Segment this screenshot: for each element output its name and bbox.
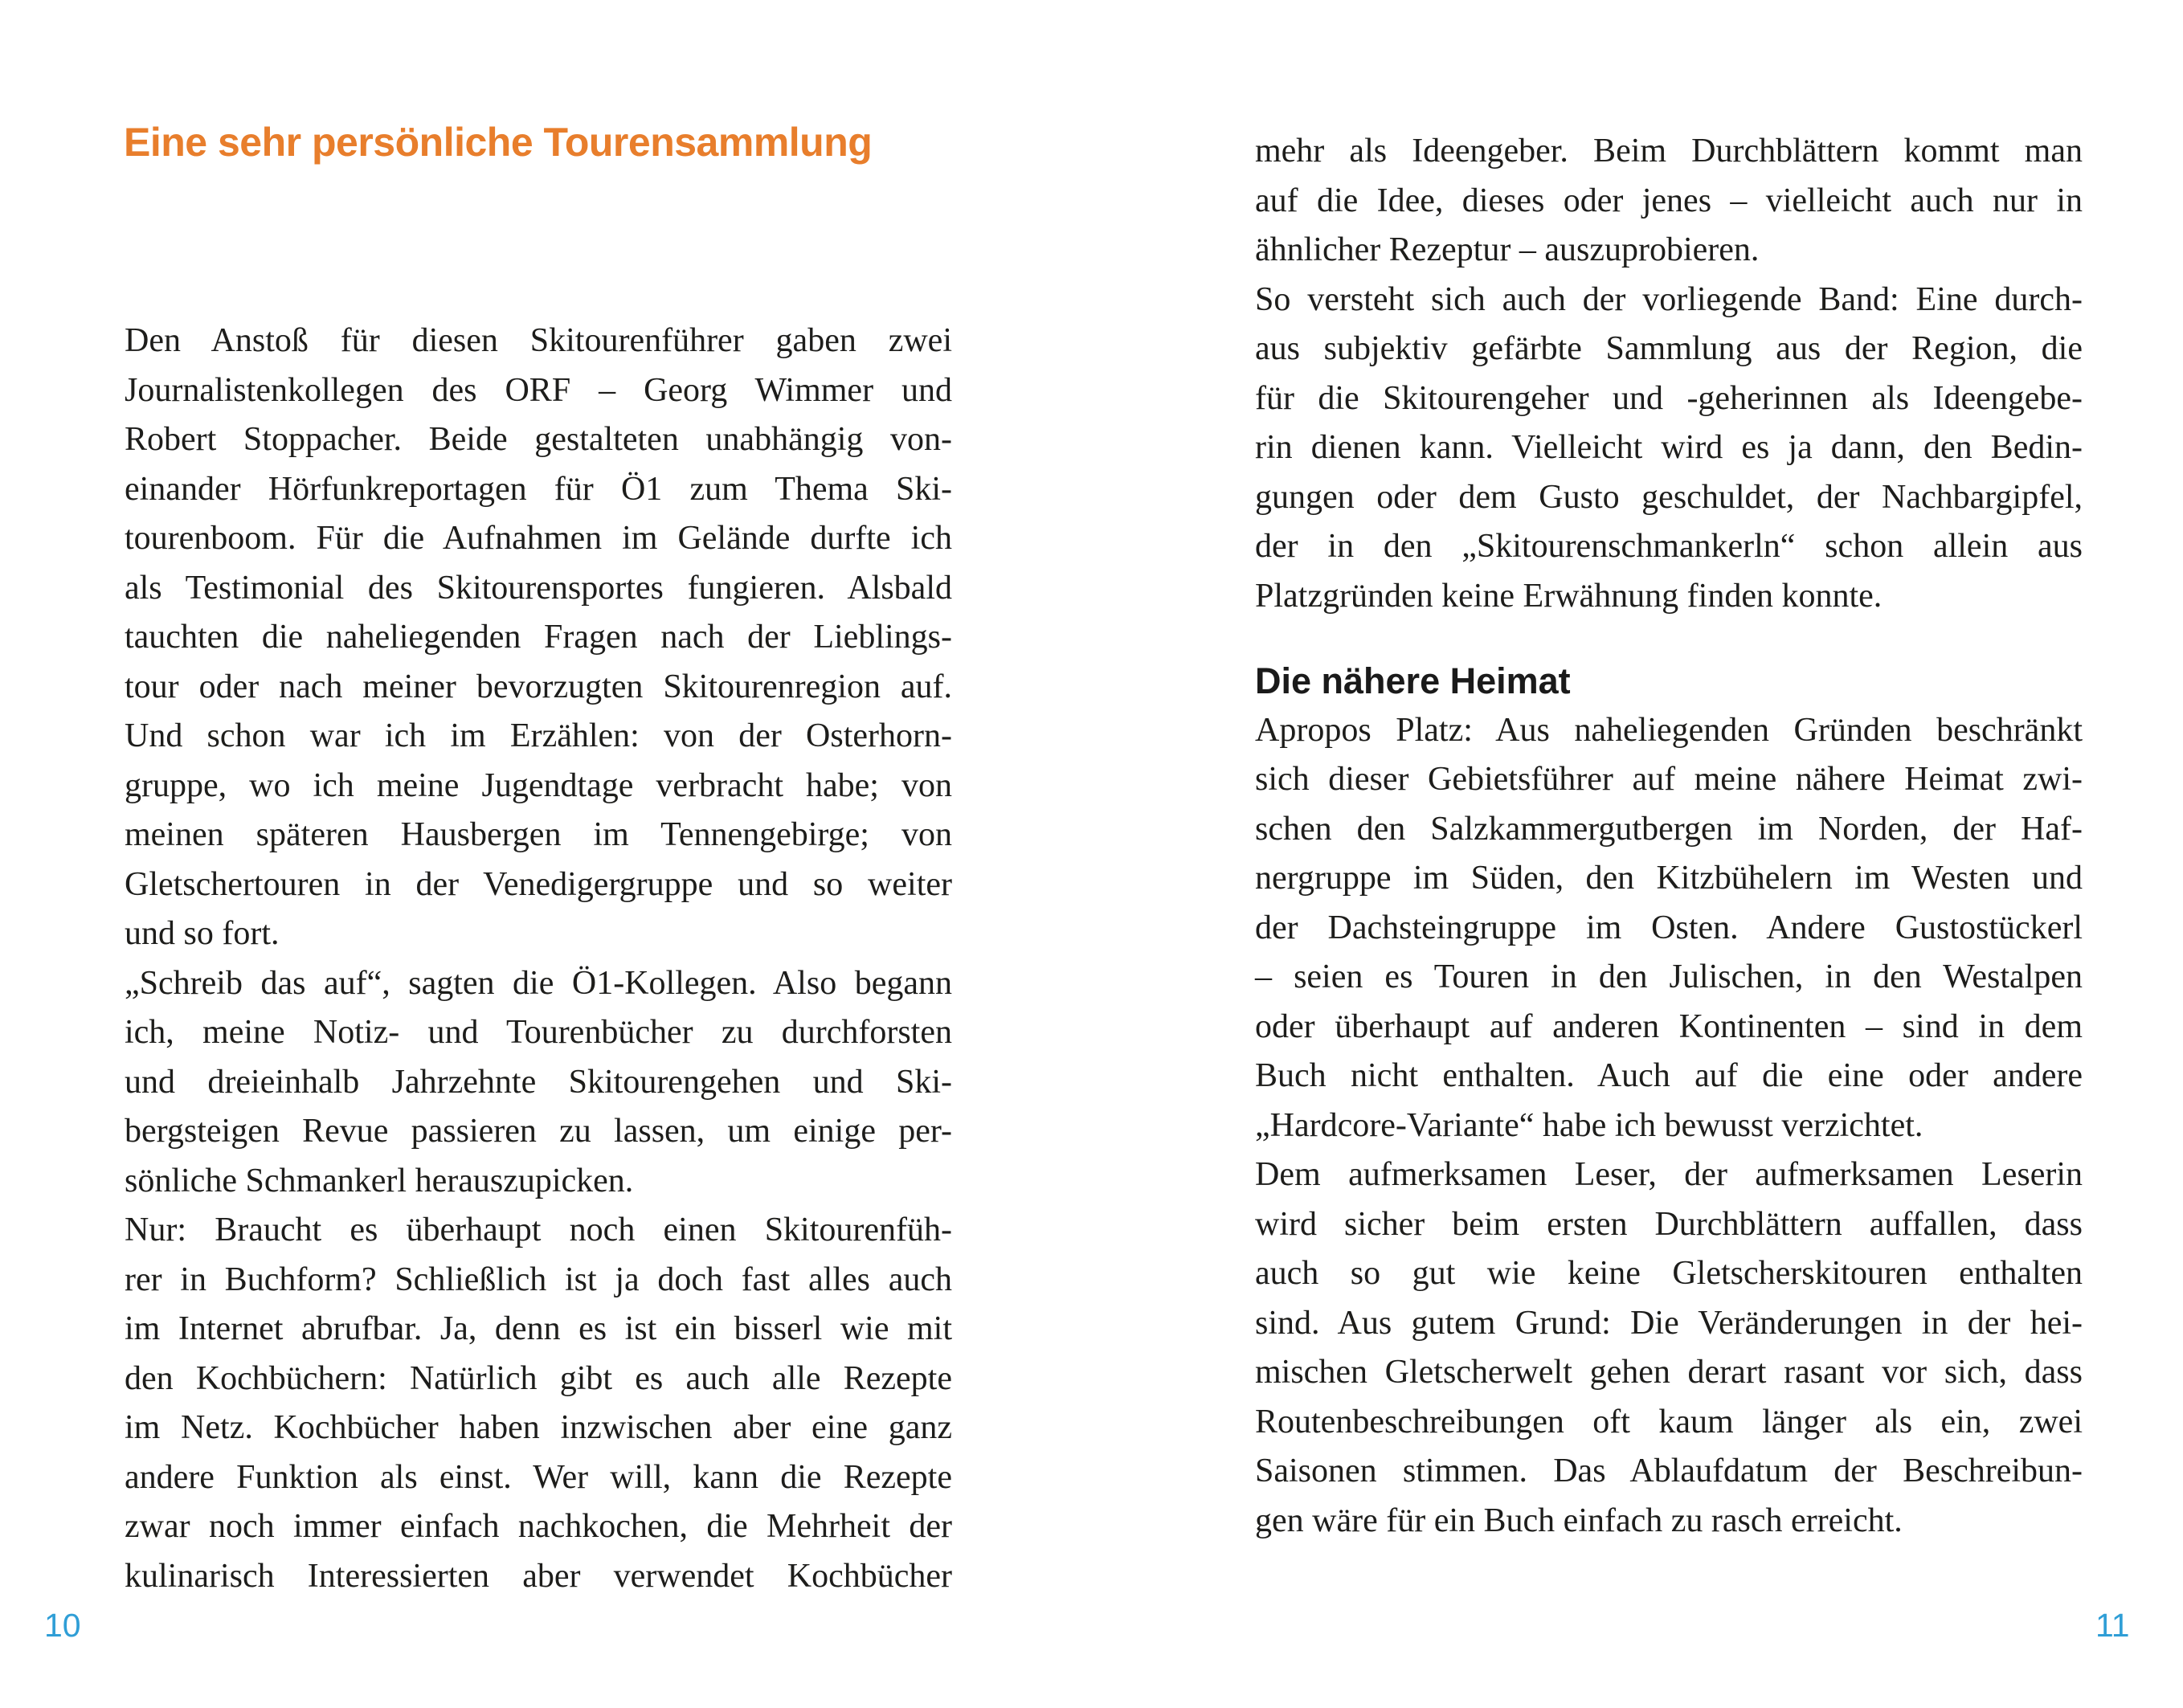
body-line: Saisonen stimmen. Das Ablaufdatum der Beschreibun- [1255, 1453, 2083, 1489]
body-line: ähnlicher Rezeptur – auszuprobieren. [1255, 231, 1760, 268]
body-line: aus subjektiv gefärbte Sammlung aus der Region, die [1255, 330, 2083, 367]
body-line: zwar noch immer einfach nachkochen, die Mehrheit der [125, 1508, 952, 1545]
body-line: meinen späteren Hausbergen im Tennengebirge; von [125, 816, 952, 853]
body-line: Routenbeschreibungen oft kaum länger als ein, zwei [1255, 1403, 2083, 1440]
body-line: der in den „Skitourenschmankerln“ schon allein aus [1255, 528, 2083, 565]
page-number-right: 11 [2095, 1607, 2130, 1644]
body-line: oder überhaupt auf anderen Kontinenten – sind in dem [1255, 1007, 2083, 1045]
body-line: im Internet abrufbar. Ja, denn es ist ein bisserl wie mit [125, 1310, 952, 1347]
body-line: und so fort. [125, 915, 280, 952]
body-line: gen wäre für ein Buch einfach zu rasch erreicht. [1255, 1502, 1903, 1539]
body-line: Apropos Platz: Aus naheliegenden Gründen beschränkt [1255, 711, 2083, 749]
body-line: der Dachsteingruppe im Osten. Andere Gustostückerl [1255, 909, 2083, 946]
subsection-heading: Die nähere Heimat [1255, 660, 1571, 701]
body-line: andere Funktion als einst. Wer will, kann die Rezepte [125, 1458, 952, 1496]
body-line: den Kochbüchern: Natürlich gibt es auch alle Rezepte [125, 1359, 952, 1397]
body-line: Buch nicht enthalten. Auch auf die eine oder andere [1255, 1057, 2083, 1094]
body-line: gruppe, wo ich meine Jugendtage verbracht habe; von [125, 766, 952, 804]
body-line: sind. Aus gutem Grund: Die Veränderungen in der hei- [1255, 1304, 2083, 1342]
section-heading: Eine sehr persönliche Tourensammlung [124, 120, 873, 165]
body-line: Platzgründen keine Erwähnung finden konnte. [1255, 577, 1883, 615]
body-line: ich, meine Notiz- und Tourenbücher zu durchforsten [125, 1014, 952, 1051]
body-line: Den Anstoß für diesen Skitourenführer gaben zwei [125, 322, 952, 359]
body-line: bergsteigen Revue passieren zu lassen, um einige per- [125, 1113, 952, 1150]
body-line: schen den Salzkammergutbergen im Norden, der Haf- [1255, 810, 2083, 848]
page-number-left: 10 [44, 1607, 81, 1644]
body-line: sich dieser Gebietsführer auf meine nähere Heimat zwi- [1255, 761, 2083, 798]
body-line: sönliche Schmankerl herauszupicken. [125, 1162, 634, 1199]
body-line: „Schreib das auf“, sagten die Ö1-Kollegen. Also begann [125, 964, 952, 1002]
body-line: Gletschertouren in der Venedigergruppe und so weiter [125, 865, 952, 903]
body-line: als Testimonial des Skitourensportes fungieren. Alsbald [125, 569, 952, 607]
right-page-text-column [1255, 127, 2083, 1546]
body-line: wird sicher beim ersten Durchblättern auffallen, dass [1255, 1205, 2083, 1243]
body-line: Nur: Braucht es überhaupt noch einen Skitourenfüh- [125, 1212, 952, 1248]
body-line: mischen Gletscherwelt gehen derart rasant vor sich, dass [1255, 1354, 2083, 1391]
body-line: – seien es Touren in den Julischen, in den Westalpen [1255, 958, 2083, 995]
body-line: Dem aufmerksamen Leser, der aufmerksamen Leserin [1255, 1156, 2083, 1193]
body-line: tour oder nach meiner bevorzugten Skitourenregion auf. [125, 668, 952, 705]
body-line: einander Hörfunkreportagen für Ö1 zum Thema Ski- [125, 470, 952, 508]
body-line: tauchten die naheliegenden Fragen nach der Lieblings- [125, 619, 952, 656]
body-line: Und schon war ich im Erzählen: von der Osterhorn- [125, 717, 952, 754]
body-line: rin dienen kann. Vielleicht wird es ja dann, den Bedin- [1255, 429, 2083, 466]
left-page-text-column [125, 317, 952, 1601]
body-line: rer in Buchform? Schließlich ist ja doch fast alles auch [125, 1261, 952, 1298]
body-line: auf die Idee, dieses oder jenes – vielleicht auch nur in [1255, 182, 2083, 219]
body-line: Journalistenkollegen des ORF – Georg Wimmer und [125, 371, 952, 409]
body-line: im Netz. Kochbücher haben inzwischen aber eine ganz [125, 1409, 952, 1446]
body-line: für die Skitourengeher und -geherinnen als Ideengebe- [1255, 379, 2083, 417]
body-line: gungen oder dem Gusto geschuldet, der Nachbargipfel, [1255, 478, 2083, 516]
body-line: nergruppe im Süden, den Kitzbühelern im Westen und [1255, 860, 2083, 897]
body-line: auch so gut wie keine Gletscherskitouren enthalten [1255, 1255, 2083, 1292]
body-line: Robert Stoppacher. Beide gestalteten unabhängig von- [125, 421, 952, 458]
paragraph-gap [1255, 621, 2083, 656]
body-line: und dreieinhalb Jahrzehnte Skitourengehen und Ski- [125, 1063, 952, 1101]
body-line: „Hardcore-Variante“ habe ich bewusst verzichtet. [1255, 1106, 1923, 1144]
body-line: So versteht sich auch der vorliegende Band: Eine durch- [1255, 280, 2083, 318]
body-line: mehr als Ideengeber. Beim Durchblättern kommt man [1255, 133, 2083, 170]
body-line: kulinarisch Interessierten aber verwendet Kochbücher [125, 1557, 952, 1595]
body-line: tourenboom. Für die Aufnahmen im Gelände durfte ich [125, 520, 952, 557]
